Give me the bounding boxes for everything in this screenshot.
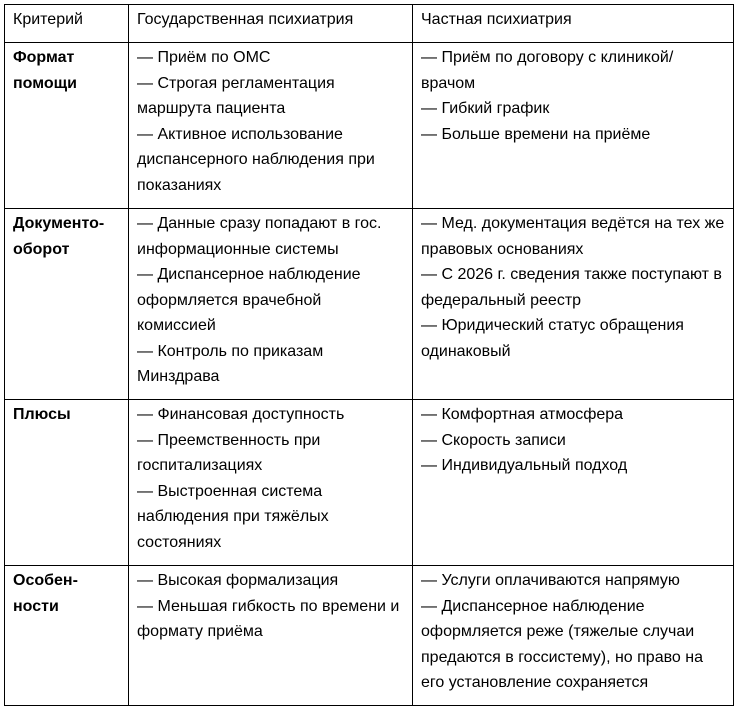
list-item: — Активное использование диспансерного наблюдения при показаниях: [137, 125, 375, 194]
table-row-format: [5, 43, 734, 209]
list-item: — Услуги оплачиваются напрямую: [421, 572, 680, 589]
list-item: — Строгая регламентация маршрута пациента: [137, 74, 335, 117]
header-row: [5, 5, 734, 43]
state-cell: [129, 400, 413, 566]
criterion-line: ности: [13, 597, 59, 615]
header-criterion: Критерий: [5, 5, 129, 43]
list-item: — Комфортная атмосфера: [421, 406, 624, 423]
table-row-pros: [5, 400, 734, 566]
criterion-cell: [5, 566, 129, 706]
criterion-line: Документо-: [13, 215, 105, 232]
private-cell: [413, 209, 734, 400]
header-private-psychiatry: Частная психиатрия: [413, 5, 734, 43]
list-item: — Мед. документация ведётся на тех же правовых основаниях: [421, 215, 725, 258]
criterion-line: оборот: [13, 240, 70, 258]
state-cell: [129, 209, 413, 400]
private-cell: [413, 400, 734, 566]
criterion-cell: [5, 400, 129, 566]
criterion-cell: [5, 43, 129, 209]
state-cell: [129, 43, 413, 209]
list-item: — Диспансерное наблюдение оформляется реже (тяжелые случаи предаются в госсистему), но право на его установление сохраняется: [421, 597, 703, 691]
list-item: — Скорость записи: [421, 431, 566, 449]
private-cell: [413, 566, 734, 706]
state-cell: [129, 566, 413, 706]
list-item: — Приём по договору с клиникой/врачом: [421, 49, 674, 92]
list-item: — Гибкий график: [421, 100, 550, 117]
comparison-table: [4, 4, 734, 706]
criterion-line: Формат: [13, 49, 75, 66]
list-item: — Больше времени на приёме: [421, 125, 651, 143]
criterion-line: Плюсы: [13, 406, 71, 423]
list-item: — Выстроенная система наблюдения при тяжёлых состояниях: [137, 482, 329, 551]
list-item: — Преемственность при госпитализациях: [137, 431, 321, 474]
list-item: — Данные сразу попадают в гос. информационные системы: [137, 215, 382, 258]
header-state-psychiatry: Государственная психиатрия: [129, 5, 413, 43]
list-item: — Контроль по приказам Минздрава: [137, 342, 324, 385]
table-row-documents: [5, 209, 734, 400]
list-item: — Индивидуальный подход: [421, 457, 628, 474]
criterion-line: Особен-: [13, 572, 78, 589]
list-item: — Меньшая гибкость по времени и формату приёма: [137, 597, 400, 640]
criterion-line: помощи: [13, 74, 77, 92]
list-item: — Высокая формализация: [137, 572, 339, 589]
list-item: — Диспансерное наблюдение оформляется врачебной комиссией: [137, 266, 361, 334]
list-item: — Финансовая доступность: [137, 406, 345, 423]
private-cell: [413, 43, 734, 209]
table-row-features: [5, 566, 734, 706]
list-item: — Юридический статус обращения одинаковый: [421, 317, 684, 360]
criterion-cell: [5, 209, 129, 400]
list-item: — С 2026 г. сведения также поступают в федеральный реестр: [421, 266, 722, 309]
list-item: — Приём по ОМС: [137, 49, 271, 66]
